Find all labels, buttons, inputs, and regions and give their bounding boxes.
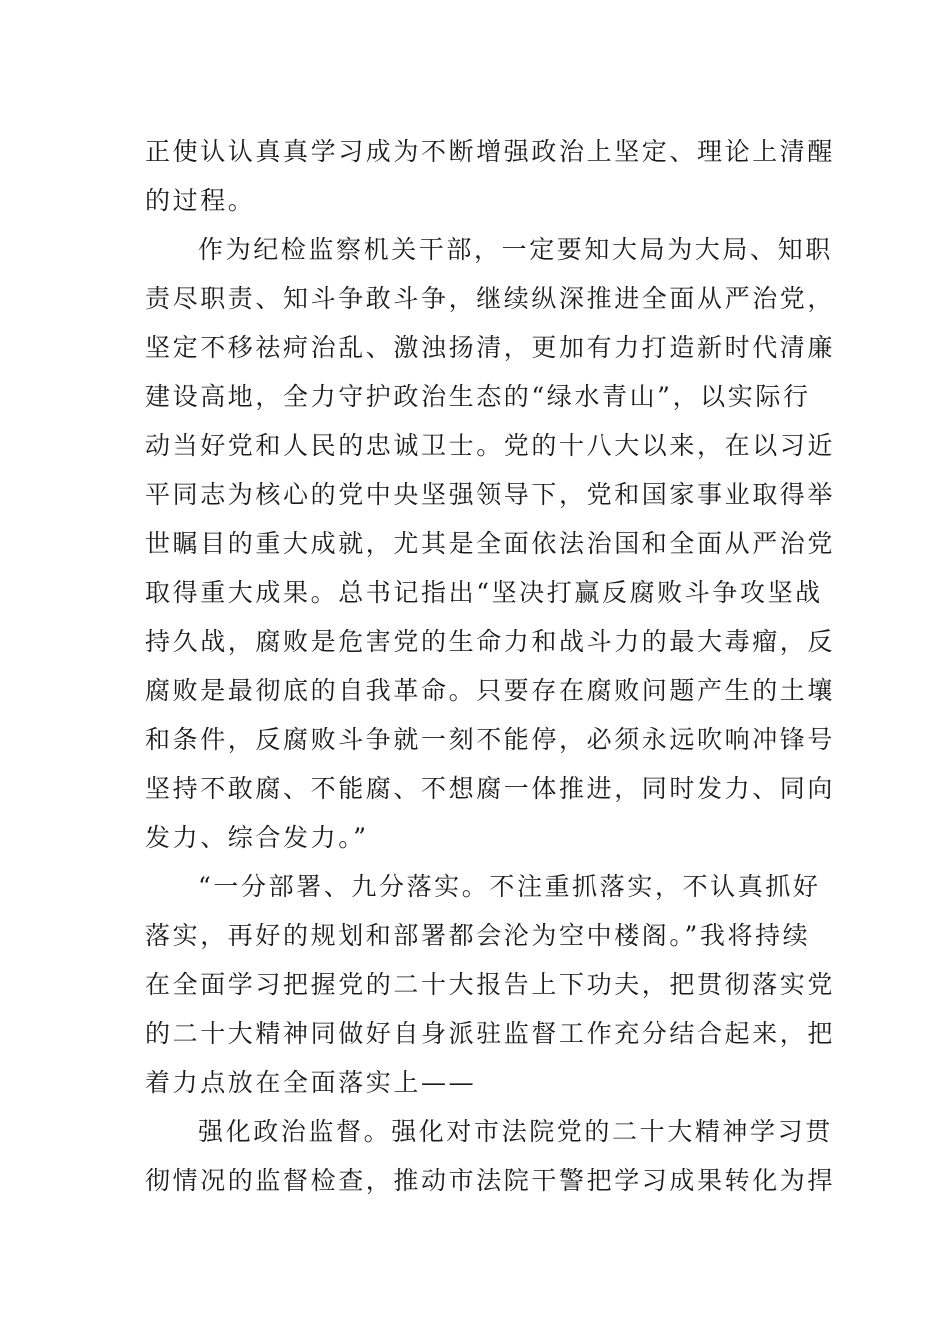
text-line: 着力点放在全面落实上—— [145,1068,477,1097]
paragraph-p3 [145,862,836,1107]
text-line: 持久战，腐败是危害党的生命力和战斗力的最大毒瘤，反 [145,627,836,656]
text-line: 落实，再好的规划和部署都会沦为空中楼阁。”我将持续 [145,921,811,950]
text-line: 坚持不敢腐、不能腐、不想腐一体推进，同时发力、同向 [145,774,836,803]
text-line: 正使认认真真学习成为不断增强政治上坚定、理论上清醒 [145,137,836,166]
text-line: 坚定不移祛疴治乱、激浊扬清，更加有力打造新时代清廉 [145,333,836,362]
text-line: 彻情况的监督检查，推动市法院干警把学习成果转化为捍 [145,1166,836,1195]
text-line: “一分部署、九分落实。不注重抓落实，不认真抓好 [198,872,821,901]
text-line: 平同志为核心的党中央坚强领导下，党和国家事业取得举 [145,480,836,509]
paragraph-p2 [145,225,836,862]
text-line: 的过程。 [145,186,256,215]
text-line: 的二十大精神同做好自身派驻监督工作充分结合起来，把 [145,1019,836,1048]
text-line: 动当好党和人民的忠诚卫士。党的十八大以来，在以习近 [145,431,836,460]
text-line: 取得重大成果。总书记指出“坚决打赢反腐败斗争攻坚战 [145,578,823,607]
text-line: 腐败是最彻底的自我革命。只要存在腐败问题产生的土壤 [145,676,836,705]
text-line: 责尽职责、知斗争敢斗争，继续纵深推进全面从严治党， [145,284,836,313]
text-line: 发力、综合发力。” [145,823,369,852]
text-line: 建设高地，全力守护政治生态的“绿水青山”，以实际行 [145,382,811,411]
text-line: 强化政治监督。强化对市法院党的二十大精神学习贯 [198,1117,833,1146]
text-line: 作为纪检监察机关干部，一定要知大局为大局、知职 [198,235,833,264]
paragraph-p1 [145,127,836,225]
document-body [145,127,836,1205]
text-line: 和条件，反腐败斗争就一刻不能停，必须永远吹响冲锋号 [145,725,836,754]
paragraph-p4 [145,1107,836,1205]
text-line: 世瞩目的重大成就，尤其是全面依法治国和全面从严治党 [145,529,836,558]
text-line: 在全面学习把握党的二十大报告上下功夫，把贯彻落实党 [145,970,836,999]
